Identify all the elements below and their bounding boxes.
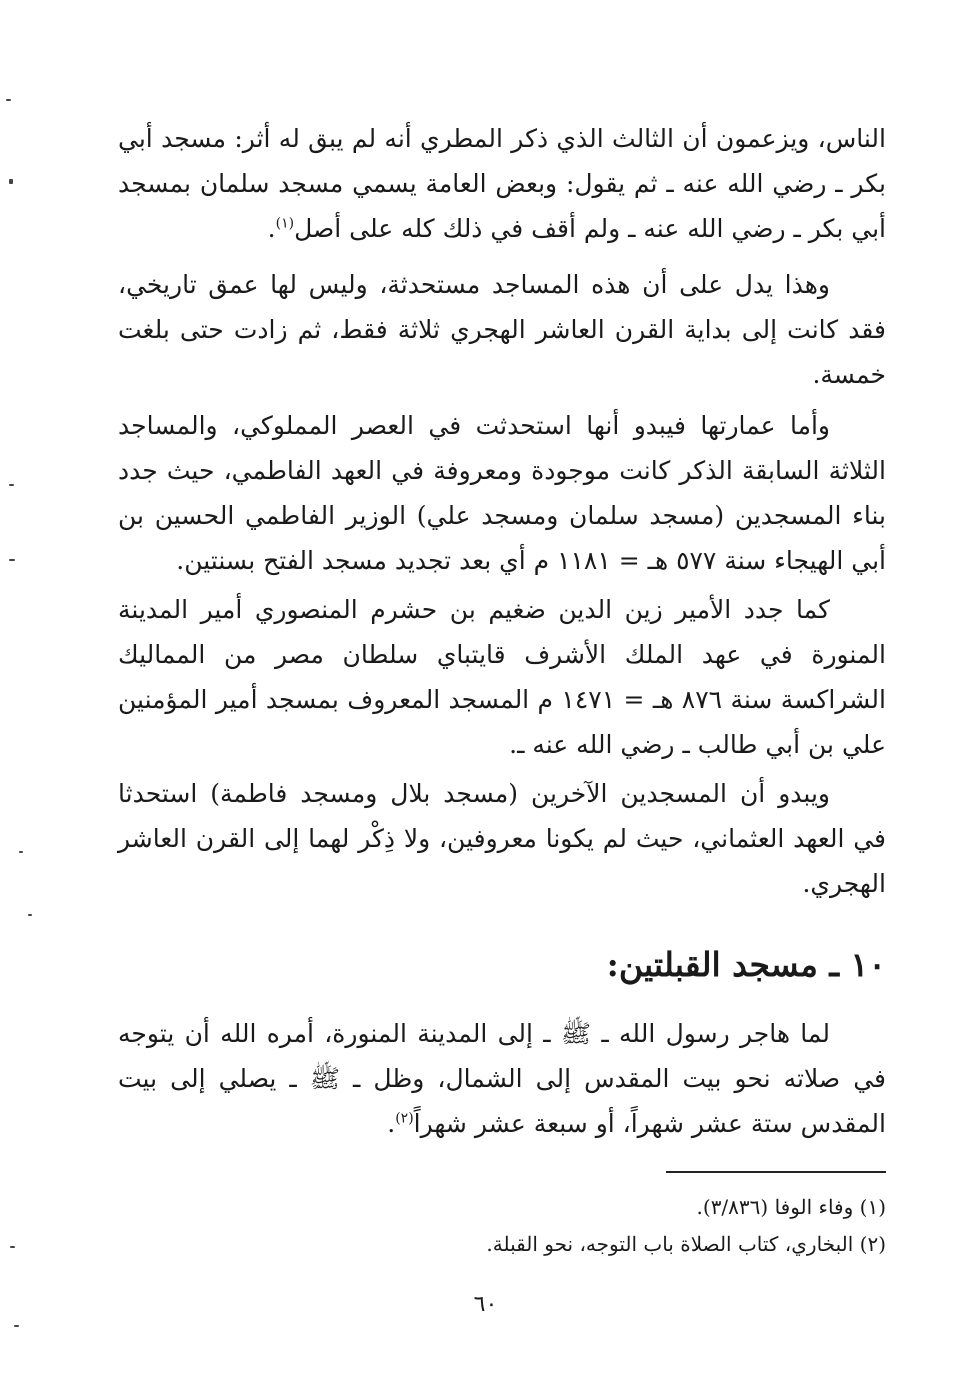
paragraph-5-text: ويبدو أن المسجدين الآخرين (مسجد بلال ومسجد فاطمة) استحدثا في العهد العثماني، حيث لم يكونا معروفين، ولا ذِكْر لهما إلى القرن العاشر الهجري. [118, 779, 886, 898]
paragraph-4 [118, 587, 886, 767]
page-number: ٦٠ [473, 1292, 498, 1317]
paragraph-3 [118, 403, 886, 583]
paragraph-6-text: لما هاجر رسول الله ـ ﷺ ـ إلى المدينة المنورة، أمره الله أن يتوجه في صلاته نحو بيت المقدس إلى الشمال، وظل ـ ﷺ ـ يصلي إلى بيت المقدس ستة عشر شهراً، أو سبعة عشر شهراً [118, 1019, 886, 1138]
paragraph-1-text: الناس، ويزعمون أن الثالث الذي ذكر المطري أنه لم يبق له أثر: مسجد أبي بكر ـ رضي الله عنه ـ ثم يقول: وبعض العامة يسمي مسجد سلمان بمسجد أبي بكر ـ رضي الله عنه ـ ولم أقف في ذلك كله على أصل [118, 124, 886, 243]
scan-speck [19, 851, 23, 853]
scan-speck [6, 99, 11, 101]
section-heading: ١٠ ـ مسجد القبلتين: [606, 945, 886, 984]
scan-speck [10, 1246, 15, 1248]
scan-speck [9, 484, 14, 486]
footnote-2: (٢) البخاري، كتاب الصلاة باب التوجه، نحو القبلة. [486, 1232, 886, 1256]
scan-speck [14, 1325, 19, 1327]
paragraph-5 [118, 771, 886, 906]
paragraph-2 [118, 262, 886, 397]
scan-speck [9, 179, 13, 184]
paragraph-3-text: وأما عمارتها فيبدو أنها استحدثت في العصر المملوكي، والمساجد الثلاثة السابقة الذكر كانت موجودة ومعروفة في العهد الفاطمي، حيث جدد بناء المسجدين (مسجد سلمان ومسجد علي) الوزير الفاطمي الحسين بن أبي الهيجاء سنة ٥٧٧ هـ = ١١٨١ م أي بعد تجديد مسجد الفتح بسنتين. [118, 411, 886, 575]
paragraph-1-end: . [267, 214, 276, 243]
footnote-1: (١) وفاء الوفا (٣/٨٣٦). [696, 1195, 886, 1219]
paragraph-2-text: وهذا يدل على أن هذه المساجد مستحدثة، وليس لها عمق تاريخي، فقد كانت إلى بداية القرن العاشر الهجري ثلاثة فقط، ثم زادت حتى بلغت خمسة. [118, 270, 886, 389]
paragraph-4-text: كما جدد الأمير زين الدين ضغيم بن حشرم المنصوري أمير المدينة المنورة في عهد الملك الأشرف قايتباي سلطان مصر من المماليك الشراكسة سنة ٨٧٦ هـ = ١٤٧١ م المسجد المعروف بمسجد أمير المؤمنين علي بن أبي طالب ـ رضي الله عنه ـ. [118, 595, 886, 759]
paragraph-6-end: . [387, 1109, 396, 1138]
scan-speck [9, 559, 15, 561]
footnote-ref-1[interactable]: (١) [275, 215, 295, 232]
paragraph-1 [118, 116, 886, 251]
paragraph-6 [118, 1011, 886, 1146]
scan-speck [28, 914, 32, 916]
footnote-ref-2[interactable]: (٢) [395, 1110, 414, 1127]
footnote-separator [666, 1171, 886, 1173]
